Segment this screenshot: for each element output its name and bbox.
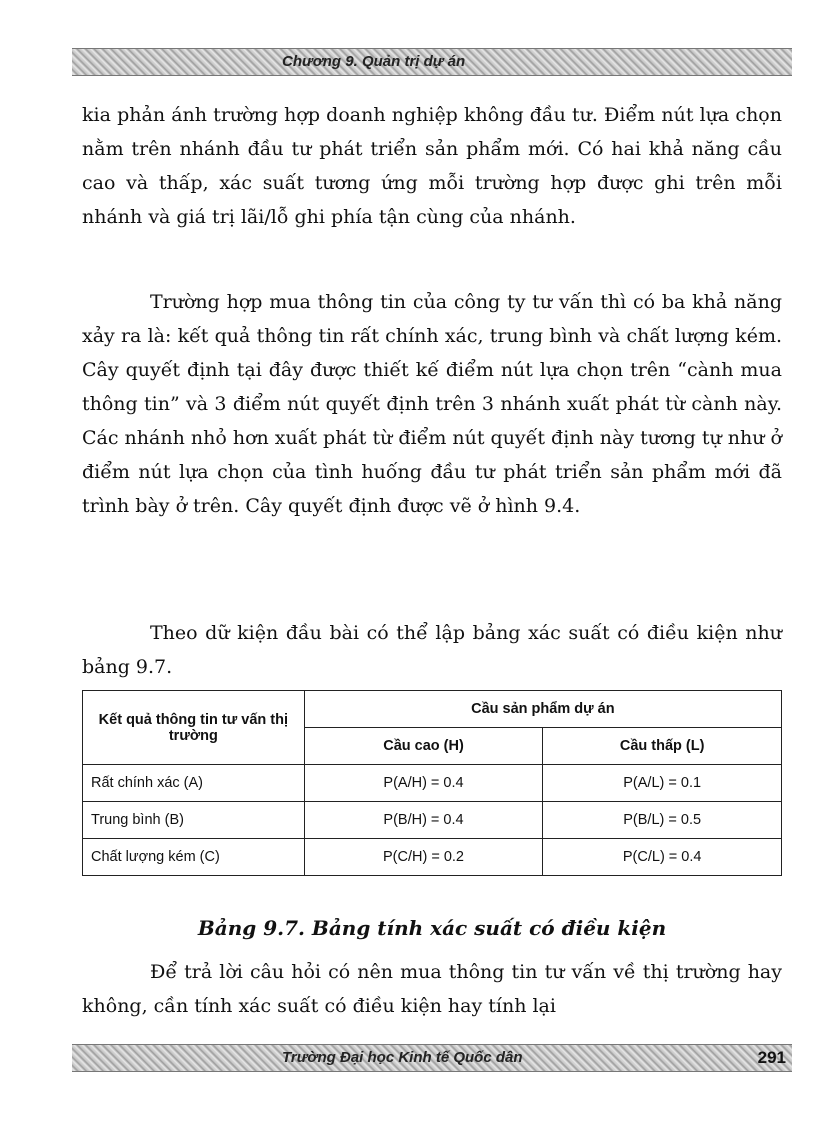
cell-high: P(A/H) = 0.4 [304,765,543,802]
header-low-demand: Cầu thấp (L) [543,728,782,765]
cell-low: P(C/L) = 0.4 [543,839,782,876]
table-row [83,765,782,802]
footer-band [72,1044,792,1072]
table-row [83,839,782,876]
header-result-label: Kết quả thông tin tư vấn thị trường [83,691,305,765]
header-demand-group: Cầu sản phẩm dự án [304,691,781,728]
cell-high: P(C/H) = 0.2 [304,839,543,876]
paragraph-2: Trường hợp mua thông tin của công ty tư vấn thì có ba khả năng xảy ra là: kết quả thông tin rất chính xác, trung bình và chất lượng kém. Cây quyết định tại đây được thiết kế điểm nút lựa chọn trên “cành mua thông tin” và 3 điểm nút quyết định trên 3 nhánh xuất phát từ cành này. Các nhánh nhỏ hơn xuất phát từ điểm nút quyết định này tương tự như ở điểm nút lựa chọn của tình huống đầu tư phát triển sản phẩm mới đã trình bày ở trên. Cây quyết định được vẽ ở hình 9.4. [82,291,782,517]
cell-low: P(B/L) = 0.5 [543,802,782,839]
table-row [83,802,782,839]
footer-institution: Trường Đại học Kinh tế Quốc dân [282,1049,523,1066]
row-label: Chất lượng kém (C) [83,839,305,876]
cell-low: P(A/L) = 0.1 [543,765,782,802]
paragraph-4: Để trả lời câu hỏi có nên mua thông tin tư vấn về thị trường hay không, cần tính xác suất có điều kiện hay tính lại [82,961,782,1017]
header-high-demand: Cầu cao (H) [304,728,543,765]
paragraph-1: kia phản ánh trường hợp doanh nghiệp không đầu tư. Điểm nút lựa chọn nằm trên nhánh đầu tư phát triển sản phẩm mới. Có hai khả năng cầu cao và thấp, xác suất tương ứng mỗi trường hợp được ghi trên mỗi nhánh và giá trị lãi/lỗ ghi phía tận cùng của nhánh. [82,104,782,228]
page-number: 291 [757,1048,786,1067]
row-label: Trung bình (B) [83,802,305,839]
cell-high: P(B/H) = 0.4 [304,802,543,839]
row-label: Rất chính xác (A) [83,765,305,802]
table-caption: Bảng 9.7. Bảng tính xác suất có điều kiện [197,916,667,940]
chapter-title: Chương 9. Quản trị dự án [282,53,466,70]
conditional-probability-table [82,690,782,876]
header-band [72,48,792,76]
paragraph-3: Theo dữ kiện đầu bài có thể lập bảng xác suất có điều kiện như bảng 9.7. [82,622,782,678]
